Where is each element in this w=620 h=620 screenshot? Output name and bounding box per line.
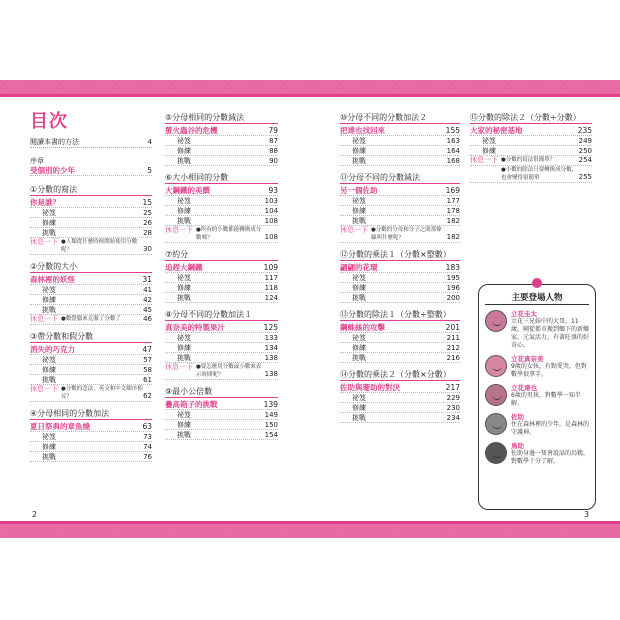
story-page: 79 [268, 126, 278, 135]
section-label: 修練 [352, 284, 366, 292]
cast-member [485, 413, 589, 437]
story-title: 消失的巧克力 [30, 345, 75, 354]
rest-text: ●分數的分母和分子之間那條線叫什麼呢？ [371, 227, 442, 241]
chapter-9 [165, 386, 278, 440]
section-entry[interactable] [30, 432, 152, 442]
cast-desc: 佐助身邊一隻會說話的烏鴉，對數學十分了解。 [511, 450, 590, 465]
chapter-3 [30, 331, 152, 402]
section-label: 修練 [42, 366, 56, 374]
toc-title: 目次 [30, 111, 68, 132]
section-entry[interactable] [30, 365, 152, 375]
character-portrait-icon [485, 384, 507, 406]
section-label: 修練 [352, 344, 366, 352]
section-label: 祕笈 [352, 274, 366, 282]
section-page: 45 [143, 306, 152, 314]
rest-entry[interactable] [470, 156, 592, 166]
section-label: 修練 [177, 147, 191, 155]
section-label: 祕笈 [352, 197, 366, 205]
story-title: 疊高箱子的挑戰 [165, 400, 218, 409]
story-title: 夏日祭典的章魚燒 [30, 422, 90, 431]
section-page: 229 [446, 394, 460, 402]
section-page: 150 [264, 421, 278, 429]
story-title: 翩翩的花環 [340, 263, 378, 272]
section-label: 挑戰 [177, 431, 191, 439]
rest-text: ●分數的念法，英文和中文順序相反？ [61, 386, 143, 400]
chapter-heading[interactable]: ⑪分母不同的分數減法 [340, 172, 460, 184]
chapter-2 [30, 261, 152, 325]
story-page: 155 [445, 126, 460, 135]
section-page: 76 [143, 453, 152, 461]
story-title: 森林裡的妖怪 [30, 275, 75, 284]
section-entry[interactable] [30, 355, 152, 365]
chapter-heading[interactable]: ⑥大小相同的分數 [165, 172, 278, 184]
chapter-12 [340, 249, 460, 303]
section-page: 88 [269, 147, 278, 155]
rest-text: ●小數的除法只要轉換成分數，也會變得很簡單 [501, 167, 578, 181]
section-page: 234 [446, 414, 460, 422]
character-portrait-icon [485, 355, 507, 377]
story-page: 183 [445, 263, 460, 272]
chapter-4 [30, 408, 152, 462]
chapter-story-entry[interactable] [30, 198, 152, 208]
toc-column-2 [165, 112, 278, 446]
section-label: 祕笈 [177, 411, 191, 419]
section-page: 74 [143, 443, 152, 451]
guide-label: 閱讀本書的方法 [30, 138, 79, 146]
rest-entry[interactable] [165, 226, 278, 243]
chapter-story-entry[interactable] [340, 323, 460, 333]
chapter-story-entry[interactable] [165, 323, 278, 333]
rest-label: 休息一下 [165, 363, 193, 371]
section-entry[interactable] [30, 208, 152, 218]
story-title: 另一個佐助 [340, 186, 378, 195]
story-title: 把達也找回來 [340, 126, 385, 135]
section-entry[interactable] [30, 375, 152, 385]
section-entry[interactable] [340, 333, 460, 343]
chapter-heading[interactable]: ⑤分母相同的分數減法 [165, 112, 278, 124]
section-entry[interactable] [30, 218, 152, 228]
rest-entry[interactable] [30, 238, 152, 255]
pin-icon [532, 278, 542, 288]
story-title: 追趕大鋼鐵 [165, 263, 203, 272]
rest-page: 62 [143, 392, 152, 400]
section-label: 祕笈 [177, 137, 191, 145]
cast-member [485, 384, 589, 408]
story-title: 鋼蛛絲的攻擊 [340, 323, 385, 332]
section-page: 87 [269, 137, 278, 145]
cast-name: 立花圭太 [511, 310, 537, 318]
rest-text: ●要怎麼用分數或小數來表示時間呢？ [196, 364, 262, 378]
story-page: 217 [445, 383, 460, 392]
section-page: 200 [446, 294, 460, 302]
story-title: 真奈美的特製果汁 [165, 323, 225, 332]
toc-column-3 [340, 112, 460, 429]
rest-page: 255 [578, 173, 592, 181]
section-page: 103 [264, 197, 278, 205]
cast-info [511, 442, 589, 466]
chapter-story-entry[interactable] [165, 186, 278, 196]
section-page: 25 [143, 209, 152, 217]
prologue-title: 受個別的少年 [30, 166, 75, 175]
section-entry[interactable] [165, 283, 278, 293]
section-entry[interactable] [165, 343, 278, 353]
chapter-6 [165, 172, 278, 243]
section-page: 182 [446, 217, 460, 225]
section-entry[interactable] [165, 293, 278, 303]
section-page: 216 [446, 354, 460, 362]
story-page: 109 [263, 263, 278, 272]
chapter-story-entry[interactable] [340, 263, 460, 273]
chapter-story-entry[interactable] [30, 345, 152, 355]
section-page: 195 [446, 274, 460, 282]
prologue-entry[interactable] [30, 166, 152, 176]
cast-name: 立花達也 [511, 384, 537, 392]
character-portrait-icon [485, 413, 507, 435]
section-label: 修練 [42, 443, 56, 451]
section-entry[interactable] [340, 146, 460, 156]
rest-label: 休息一下 [165, 226, 193, 234]
toc-column-1 [30, 112, 152, 468]
section-label: 挑戰 [42, 306, 56, 314]
rest-label: 休息一下 [30, 315, 58, 323]
section-label: 祕笈 [352, 137, 366, 145]
story-page: 169 [445, 186, 460, 195]
section-label: 挑戰 [352, 217, 366, 225]
chapter-heading[interactable]: ⑨最小公倍數 [165, 386, 278, 398]
section-page: 117 [264, 274, 278, 282]
rest-page: 46 [143, 315, 152, 323]
section-label: 修練 [177, 207, 191, 215]
section-entry[interactable] [165, 333, 278, 343]
rest-entry-2[interactable] [470, 166, 592, 183]
section-entry[interactable] [165, 273, 278, 283]
section-entry[interactable] [340, 206, 460, 216]
section-label: 修練 [177, 284, 191, 292]
section-page: 230 [446, 404, 460, 412]
rest-entry[interactable] [165, 363, 278, 380]
chapter-story-entry[interactable] [165, 263, 278, 273]
rest-label: 休息一下 [470, 156, 498, 164]
section-entry[interactable] [340, 283, 460, 293]
chapter-story-entry[interactable] [340, 186, 460, 196]
story-page: 139 [263, 400, 278, 409]
rest-text: ●所有的小數都能轉換成分數嗎？ [196, 227, 262, 241]
cast-panel [478, 284, 596, 510]
section-entry[interactable] [165, 156, 278, 166]
section-entry[interactable] [165, 353, 278, 363]
cast-member [485, 442, 589, 466]
section-page: 249 [578, 137, 592, 145]
cast-desc: 立花三兄妹中的大哥，11歲。剛從都市搬到鄉下的新鄉家，元氣活力，有著旺盛的好奇心。 [511, 318, 590, 349]
rest-page: 108 [264, 233, 278, 241]
section-entry[interactable] [165, 146, 278, 156]
cast-name: 立花真奈美 [511, 355, 544, 363]
story-page: 15 [142, 198, 152, 207]
section-label: 祕笈 [42, 356, 56, 364]
chapter-5 [165, 112, 278, 166]
section-entry[interactable] [340, 156, 460, 166]
section-page: 134 [264, 344, 278, 352]
chapter-heading[interactable]: ③帶分數和假分數 [30, 331, 152, 343]
section-label: 修練 [352, 404, 366, 412]
section-entry[interactable] [340, 343, 460, 353]
chapter-15 [470, 112, 592, 183]
section-entry[interactable] [340, 136, 460, 146]
section-label: 修練 [352, 147, 366, 155]
section-label: 挑戰 [42, 453, 56, 461]
section-entry[interactable] [470, 146, 592, 156]
chapter-story-entry[interactable] [470, 126, 592, 136]
section-page: 73 [143, 433, 152, 441]
section-label: 祕笈 [352, 334, 366, 342]
section-label: 修練 [352, 207, 366, 215]
section-page: 164 [446, 147, 460, 155]
section-label: 挑戰 [352, 414, 366, 422]
cast-desc: 9歲的女孩，有點愛哭，但對數學很拿手。 [511, 363, 587, 378]
rest-label: 休息一下 [30, 238, 58, 246]
section-label: 挑戰 [177, 217, 191, 225]
chapter-story-entry[interactable] [340, 383, 460, 393]
story-title: 你是誰？ [30, 198, 60, 207]
section-page: 28 [143, 229, 152, 237]
story-page: 125 [263, 323, 278, 332]
section-page: 168 [446, 157, 460, 165]
rest-text: ●數覺腦來克服了分數了 [61, 316, 121, 322]
rest-label: 休息一下 [30, 385, 58, 393]
cast-member [485, 355, 589, 379]
chapter-10 [340, 112, 460, 166]
section-page: 108 [264, 217, 278, 225]
section-page: 178 [446, 207, 460, 215]
section-page: 163 [446, 137, 460, 145]
section-page: 149 [264, 411, 278, 419]
section-entry[interactable] [165, 206, 278, 216]
cast-name: 鳥助 [511, 442, 524, 450]
section-label: 修練 [177, 421, 191, 429]
section-entry[interactable] [340, 216, 460, 226]
page-number-left: 2 [32, 510, 38, 519]
section-page: 41 [143, 286, 152, 294]
section-entry[interactable] [340, 196, 460, 206]
section-page: 133 [264, 334, 278, 342]
cast-info [511, 413, 589, 437]
section-page: 118 [264, 284, 278, 292]
section-page: 61 [143, 376, 152, 384]
rest-entry[interactable] [340, 226, 460, 243]
chapter-story-entry[interactable] [30, 275, 152, 285]
section-label: 祕笈 [177, 274, 191, 282]
guide-page: 4 [147, 138, 152, 146]
section-entry[interactable] [340, 413, 460, 423]
section-entry[interactable] [340, 393, 460, 403]
chapter-heading[interactable]: ⑦約分 [165, 249, 278, 261]
chapter-heading[interactable]: ⑩分母不同的分數加法２ [340, 112, 460, 124]
story-page: 31 [142, 275, 152, 284]
cast-info [511, 355, 589, 379]
section-page: 26 [143, 219, 152, 227]
section-entry[interactable] [30, 442, 152, 452]
story-page: 235 [577, 126, 592, 135]
chapter-14 [340, 369, 460, 423]
section-label: 祕笈 [42, 209, 56, 217]
rest-label: 休息一下 [340, 226, 368, 234]
chapter-8 [165, 309, 278, 380]
chapter-story-entry[interactable] [165, 400, 278, 410]
section-label: 挑戰 [177, 157, 191, 165]
section-entry[interactable] [30, 228, 152, 238]
section-entry[interactable] [165, 216, 278, 226]
story-title: 大家的秘密基地 [470, 126, 523, 135]
rest-page: 182 [446, 233, 460, 241]
story-page: 47 [142, 345, 152, 354]
section-entry[interactable] [340, 273, 460, 283]
rest-text: ●分數的寫法很簡單？ [501, 157, 556, 163]
section-label: 挑戰 [42, 376, 56, 384]
cast-member [485, 310, 589, 350]
chapter-7 [165, 249, 278, 303]
section-page: 211 [446, 334, 460, 342]
section-page: 250 [578, 147, 592, 155]
section-entry[interactable] [340, 403, 460, 413]
section-entry[interactable] [165, 410, 278, 420]
section-page: 124 [264, 294, 278, 302]
section-label: 修練 [42, 296, 56, 304]
character-portrait-icon [485, 310, 507, 332]
chapter-heading[interactable]: ①分數的寫法 [30, 184, 152, 196]
chapter-heading[interactable]: ⑬分數的除法１（分數÷整數） [340, 309, 460, 321]
section-page: 58 [143, 366, 152, 374]
story-title: 佐助與珊助的對決 [340, 383, 400, 392]
chapter-heading[interactable]: ⑮分數的除法２（分數÷分數） [470, 112, 592, 124]
cast-name: 佐助 [511, 413, 524, 421]
section-entry[interactable] [340, 293, 460, 303]
section-entry[interactable] [30, 305, 152, 315]
chapter-1 [30, 184, 152, 255]
story-page: 93 [268, 186, 278, 195]
section-label: 挑戰 [352, 157, 366, 165]
section-label: 祕笈 [352, 394, 366, 402]
section-label: 祕笈 [42, 286, 56, 294]
section-label: 祕笈 [177, 334, 191, 342]
section-label: 祕笈 [42, 433, 56, 441]
section-label: 祕笈 [177, 197, 191, 205]
section-entry[interactable] [30, 452, 152, 462]
section-label: 修練 [482, 147, 496, 155]
section-page: 42 [143, 296, 152, 304]
cast-desc: 住在森林裡的少年，是森林的守護神。 [511, 421, 590, 436]
story-title: 螢火蟲谷的危機 [165, 126, 218, 135]
section-page: 154 [264, 431, 278, 439]
section-label: 修練 [177, 344, 191, 352]
rest-text: ●人類從什麼時候開始使用分數呢？ [61, 239, 138, 253]
cast-desc: 6歲的男孩，對數學一知半解。 [511, 392, 581, 407]
section-entry[interactable] [165, 136, 278, 146]
section-label: 挑戰 [352, 294, 366, 302]
section-page: 177 [446, 197, 460, 205]
top-decorative-band [0, 80, 620, 94]
bottom-decorative-band [0, 524, 620, 538]
section-page: 196 [446, 284, 460, 292]
chapter-story-entry[interactable] [30, 422, 152, 432]
rest-entry[interactable] [30, 385, 152, 402]
section-entry[interactable] [30, 285, 152, 295]
chapter-13 [340, 309, 460, 363]
chapter-heading[interactable]: ⑭分數的乘法２（分數×分數） [340, 369, 460, 381]
cast-info [511, 384, 589, 408]
character-portrait-icon [485, 442, 507, 464]
chapter-story-entry[interactable] [165, 126, 278, 136]
section-entry[interactable] [470, 136, 592, 146]
section-entry[interactable] [165, 196, 278, 206]
story-page: 63 [142, 422, 152, 431]
section-entry[interactable] [165, 420, 278, 430]
section-page: 212 [446, 344, 460, 352]
section-page: 138 [264, 354, 278, 362]
rest-page: 138 [264, 370, 278, 378]
rest-spacer [470, 166, 501, 182]
chapter-heading[interactable]: ②分數的大小 [30, 261, 152, 273]
section-label: 挑戰 [177, 354, 191, 362]
cast-info [511, 310, 589, 350]
prologue-page: 5 [147, 166, 152, 175]
story-title: 大鋼鐵的美饌 [165, 186, 210, 195]
story-page: 201 [445, 323, 460, 332]
rest-page: 30 [143, 245, 152, 253]
toc-column-4 [470, 112, 592, 189]
section-label: 挑戰 [352, 354, 366, 362]
section-label: 祕笈 [482, 137, 496, 145]
section-entry[interactable] [340, 353, 460, 363]
chapter-11 [340, 172, 460, 243]
section-page: 104 [264, 207, 278, 215]
section-label: 挑戰 [42, 229, 56, 237]
cast-title: 主要登場人物 [485, 291, 589, 305]
section-label: 挑戰 [177, 294, 191, 302]
section-page: 57 [143, 356, 152, 364]
rest-page: 254 [578, 156, 592, 164]
chapter-heading[interactable]: ④分母相同的分數加法 [30, 408, 152, 420]
chapter-story-entry[interactable] [340, 126, 460, 136]
page-number-right: 3 [584, 510, 590, 519]
rest-entry[interactable] [30, 315, 152, 325]
section-entry[interactable] [165, 430, 278, 440]
prologue-label: 序章 [30, 157, 44, 165]
section-entry[interactable] [30, 295, 152, 305]
chapter-heading[interactable]: ⑫分數的乘法１（分數×整數） [340, 249, 460, 261]
section-page: 90 [269, 157, 278, 165]
chapter-heading[interactable]: ⑧分母不同的分數加法１ [165, 309, 278, 321]
guide-entry[interactable] [30, 137, 152, 148]
top-stripe [0, 94, 620, 97]
section-label: 修練 [42, 219, 56, 227]
